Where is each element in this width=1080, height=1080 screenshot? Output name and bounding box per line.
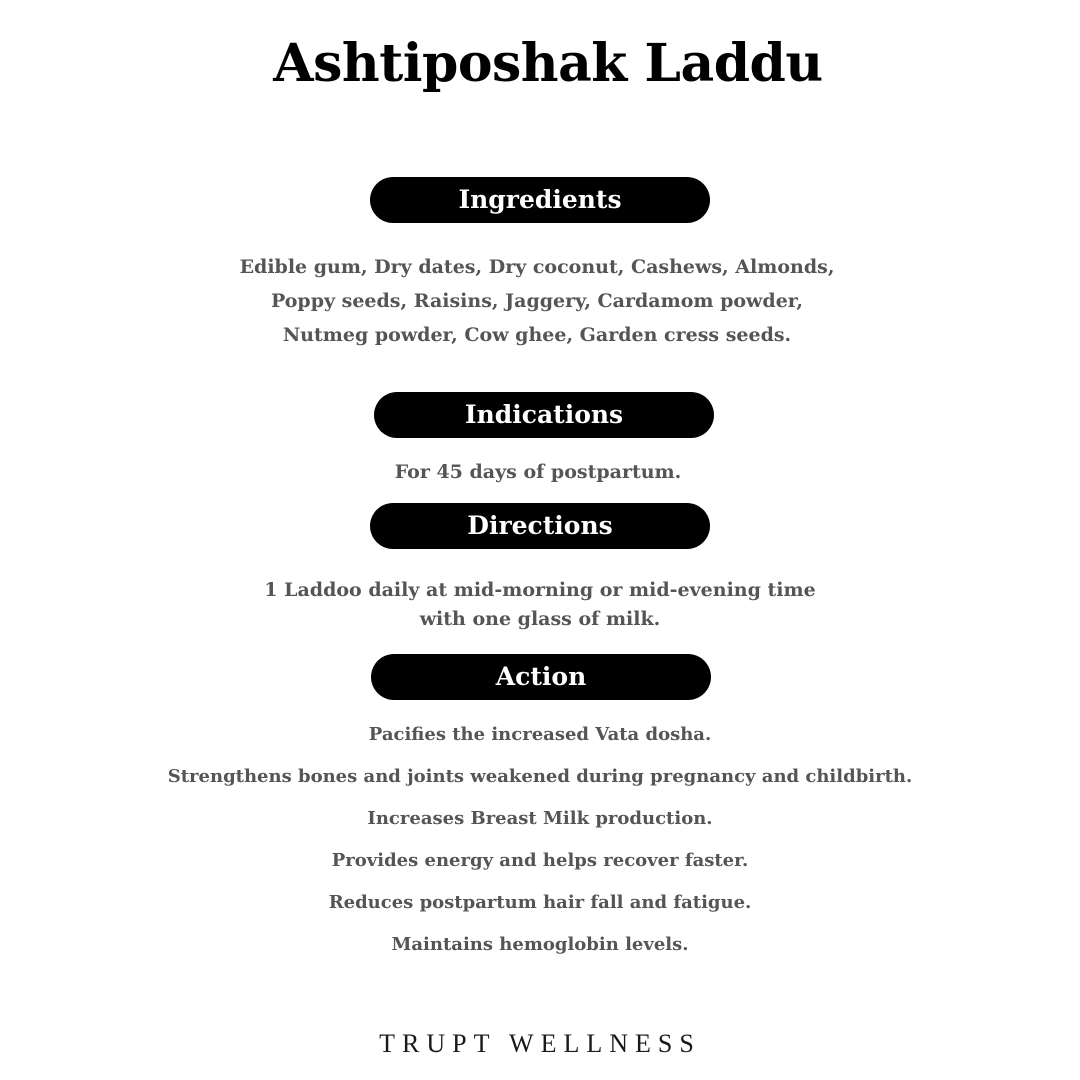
- indications-line: For 45 days of postpartum.: [394, 461, 682, 483]
- action-item: Provides energy and helps recover faster.: [331, 850, 749, 871]
- directions-line: with one glass of milk.: [419, 608, 661, 630]
- indications-text: [0, 457, 1076, 487]
- action-item: Increases Breast Milk production.: [367, 808, 713, 829]
- action-item: Reduces postpartum hair fall and fatigue.: [328, 892, 752, 913]
- ingredients-text: [0, 250, 1074, 352]
- brand-wordmark: TRUPT WELLNESS: [379, 1029, 701, 1058]
- ingredients-line: Edible gum, Dry dates, Dry coconut, Cashews, Almonds,: [239, 256, 835, 278]
- page-title: Ashtiposhak Laddu: [273, 33, 823, 94]
- ingredients-line: Poppy seeds, Raisins, Jaggery, Cardamom powder,: [270, 290, 804, 312]
- ingredients-heading: Ingredients: [370, 177, 710, 223]
- directions-text: [0, 576, 1080, 634]
- action-heading: Action: [371, 654, 711, 700]
- action-item: Strengthens bones and joints weakened during pregnancy and childbirth.: [167, 766, 913, 787]
- action-list: [0, 714, 1080, 966]
- action-item: Maintains hemoglobin levels.: [391, 934, 689, 955]
- directions-line: 1 Laddoo daily at mid-morning or mid-evening time: [264, 579, 816, 601]
- action-item: Pacifies the increased Vata dosha.: [368, 724, 712, 745]
- ingredients-line: Nutmeg powder, Cow ghee, Garden cress seeds.: [282, 324, 792, 346]
- indications-heading: Indications: [374, 392, 714, 438]
- directions-heading: Directions: [370, 503, 710, 549]
